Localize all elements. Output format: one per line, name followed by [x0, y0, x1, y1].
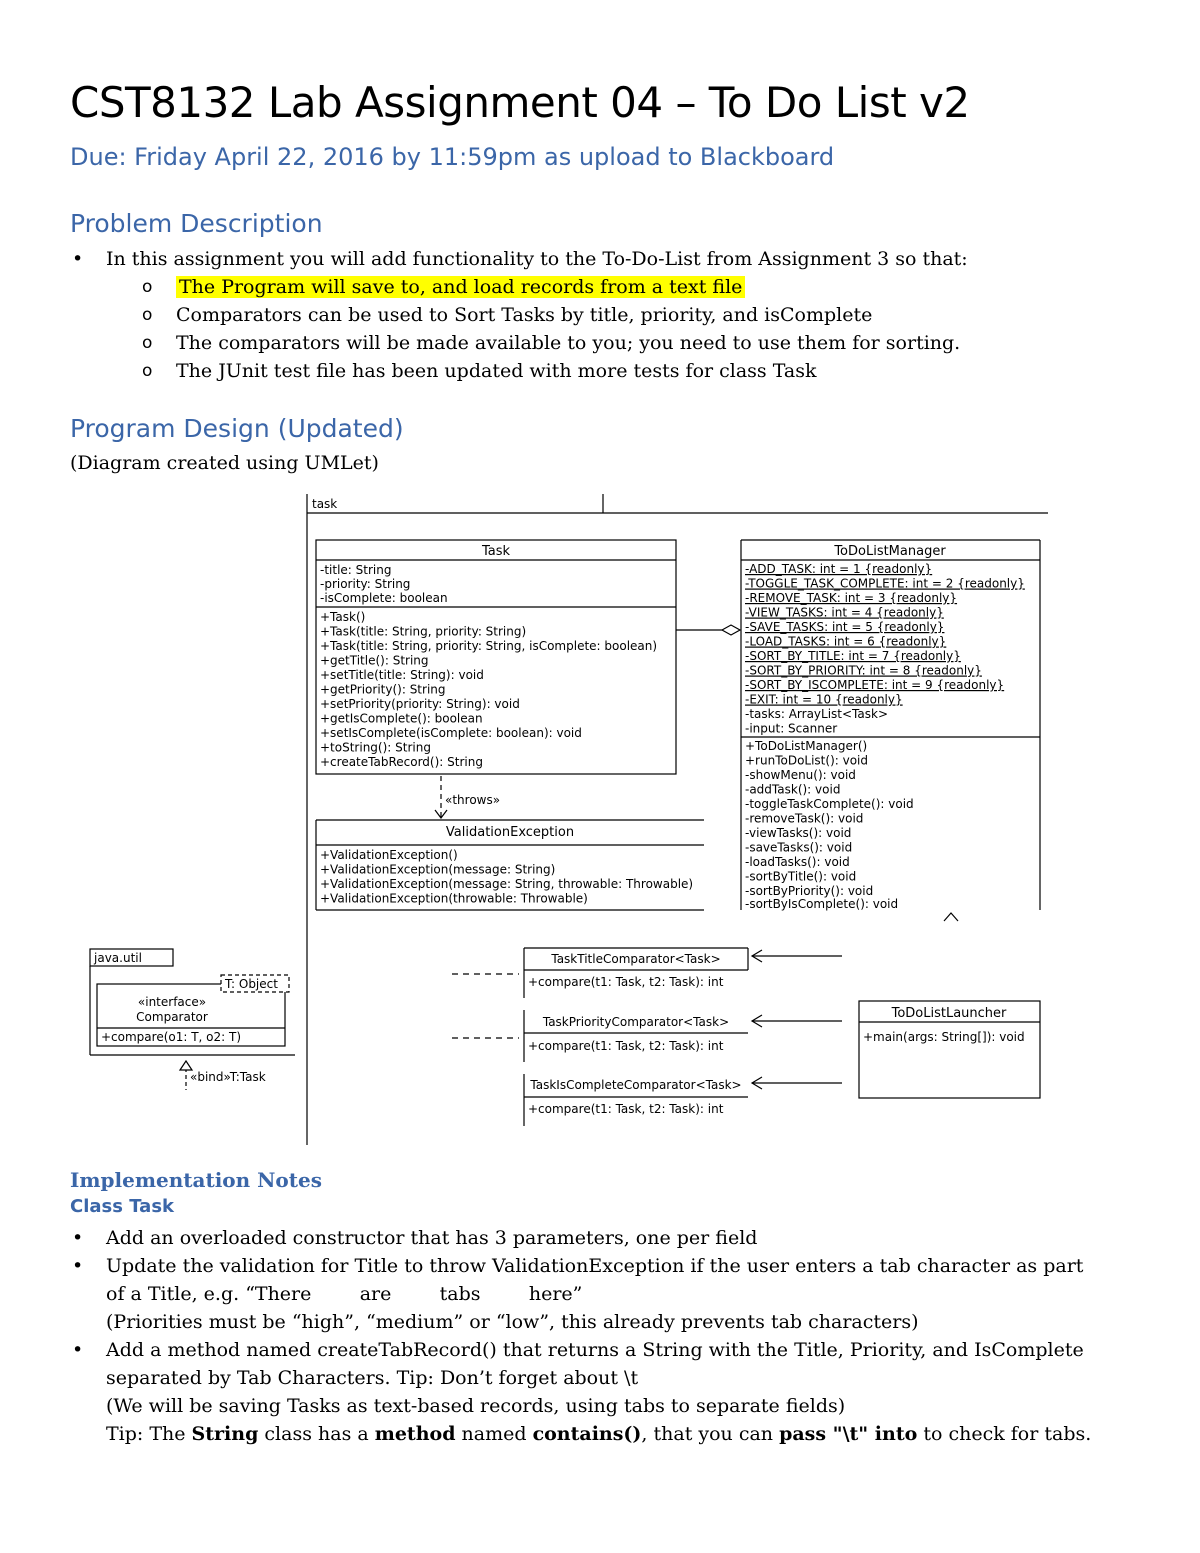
list-item-text: Comparators can be used to Sort Tasks by title, priority, and isComplete	[176, 304, 873, 326]
task-method: +Task()	[320, 610, 366, 624]
interface-method: +compare(o1: T, o2: T)	[101, 1030, 242, 1044]
manager-field: -ADD_TASK: int = 1 {readonly}	[745, 562, 933, 576]
manager-method: -viewTasks(): void	[745, 826, 852, 840]
manager-method: -toggleTaskComplete(): void	[745, 797, 914, 811]
tip-bold: method	[374, 1423, 456, 1445]
tip-text: Tip: The	[106, 1423, 192, 1445]
manager-field: -input: Scanner	[745, 721, 838, 736]
manager-field: -SORT_BY_PRIORITY: int = 8 {readonly}	[745, 663, 982, 678]
manager-field: -SORT_BY_TITLE: int = 7 {readonly}	[745, 649, 961, 663]
tip-text: to check for tabs.	[917, 1423, 1092, 1445]
task-class-name: Task	[481, 544, 511, 559]
template-param: T: Object	[225, 977, 278, 991]
list-item-text: The comparators will be made available to you; you need to use them for sorting.	[176, 332, 961, 354]
problem-intro-text: In this assignment you will add functionality to the To-Do-List from Assignment 3 so that:	[106, 248, 968, 270]
manager-class-name: ToDoListManager	[834, 544, 946, 559]
manager-method: +ToDoListManager()	[745, 739, 868, 753]
tip-line	[106, 1420, 1091, 1448]
manager-field: -EXIT: int = 10 {readonly}	[745, 692, 903, 707]
comparator-method: +compare(t1: Task, t2: Task): int	[528, 1102, 724, 1116]
exception-method: +ValidationException()	[320, 848, 458, 862]
tip-bold: contains()	[532, 1423, 642, 1445]
list-item	[70, 1252, 1091, 1336]
bind-label: «bind»T:Task	[190, 1070, 266, 1084]
problem-heading: Problem Description	[70, 209, 323, 238]
task-method: +getTitle(): String	[320, 653, 429, 668]
tip-text: class has a	[258, 1423, 375, 1445]
implementation-list	[70, 1224, 1091, 1448]
launcher-method: +main(args: String[]): void	[863, 1030, 1025, 1044]
manager-method: -sortByIsComplete(): void	[745, 897, 899, 911]
interface-stereotype: «interface»	[137, 995, 207, 1009]
task-field: -title: String	[320, 563, 392, 577]
list-item-text: (We will be saving Tasks as text-based records, using tabs to separate fields)	[106, 1395, 846, 1417]
task-method: +setIsComplete(isComplete: boolean): void	[320, 726, 582, 740]
manager-method: -sortByTitle(): void	[745, 869, 857, 884]
manager-method: +runToDoList(): void	[745, 753, 869, 768]
task-method: +toString(): String	[320, 740, 431, 755]
list-item-text: separated by Tab Characters. Tip: Don’t forget about \t	[106, 1367, 639, 1389]
due-date: Due: Friday April 22, 2016 by 11:59pm as upload to Blackboard	[70, 143, 835, 171]
class-task-subheading: Class Task	[70, 1196, 175, 1217]
task-method: +getIsComplete(): boolean	[320, 711, 483, 726]
comparator-method: +compare(t1: Task, t2: Task): int	[528, 1039, 724, 1053]
task-method: +setPriority(priority: String): void	[320, 697, 520, 711]
task-field: -priority: String	[320, 577, 411, 591]
task-field: -isComplete: boolean	[320, 591, 448, 605]
manager-method: -addTask(): void	[745, 782, 841, 797]
task-method: +getPriority(): String	[320, 682, 446, 697]
exception-method: +ValidationException(message: String)	[320, 862, 556, 877]
implementation-heading: Implementation Notes	[70, 1168, 322, 1192]
design-note: (Diagram created using UMLet)	[70, 452, 379, 474]
task-method: +Task(title: String, priority: String)	[320, 624, 527, 639]
java-util-label: java.util	[94, 951, 142, 965]
list-item-text: Add an overloaded constructor that has 3 parameters, one per field	[106, 1227, 758, 1249]
comparator-name: TaskIsCompleteComparator<Task>	[530, 1078, 742, 1092]
document-title: CST8132 Lab Assignment 04 – To Do List v2	[70, 78, 970, 127]
manager-field: -SAVE_TASKS: int = 5 {readonly}	[745, 620, 945, 634]
tip-bold: pass "\t" into	[779, 1423, 918, 1445]
launcher-class-name: ToDoListLauncher	[891, 1006, 1007, 1021]
manager-field: -LOAD_TASKS: int = 6 {readonly}	[745, 634, 947, 649]
comparator-name: TaskTitleComparator<Task>	[551, 952, 721, 966]
task-method: +Task(title: String, priority: String, isComplete: boolean)	[320, 639, 658, 653]
highlighted-text: The Program will save to, and load records from a text file	[176, 276, 745, 298]
list-item	[70, 1336, 1091, 1448]
list-item-text: (Priorities must be “high”, “medium” or “low”, this already prevents tab characters)	[106, 1311, 919, 1333]
comparator-name: TaskPriorityComparator<Task>	[542, 1015, 730, 1029]
interface-name: Comparator	[136, 1010, 208, 1024]
manager-method: -showMenu(): void	[745, 768, 856, 782]
task-method: +createTabRecord(): String	[320, 755, 483, 769]
manager-field: -VIEW_TASKS: int = 4 {readonly}	[745, 605, 944, 620]
manager-method: -saveTasks(): void	[745, 840, 853, 855]
manager-field: -tasks: ArrayList<Task>	[745, 707, 889, 721]
tip-text: named	[455, 1423, 533, 1445]
manager-method: -removeTask(): void	[745, 811, 864, 826]
manager-field: -REMOVE_TASK: int = 3 {readonly}	[745, 591, 958, 605]
manager-method: -loadTasks(): void	[745, 855, 850, 869]
list-item-text: • Update the validation for Title to throw ValidationException if the user enters a tab character as part	[106, 1255, 1084, 1277]
design-heading: Program Design (Updated)	[70, 414, 404, 443]
list-item-text: • Add a method named createTabRecord() that returns a String with the Title, Priority, and IsComplete	[106, 1339, 1084, 1361]
exception-method: +ValidationException(throwable: Throwable)	[320, 891, 588, 906]
exception-method: +ValidationException(message: String, throwable: Throwable)	[320, 877, 694, 891]
task-method: +setTitle(title: String): void	[320, 668, 484, 682]
manager-field: -TOGGLE_TASK_COMPLETE: int = 2 {readonly}	[745, 576, 1025, 591]
comparator-method: +compare(t1: Task, t2: Task): int	[528, 975, 724, 989]
tip-bold: String	[191, 1423, 259, 1445]
throws-label: «throws»	[445, 793, 501, 807]
manager-method: -sortByPriority(): void	[745, 884, 874, 898]
manager-field: -SORT_BY_ISCOMPLETE: int = 9 {readonly}	[745, 678, 1005, 692]
tip-text: , that you can	[641, 1423, 780, 1445]
list-item-text: The JUnit test file has been updated with more tests for class Task	[176, 360, 817, 382]
exception-class-name: ValidationException	[445, 825, 575, 840]
list-item	[70, 1224, 1091, 1252]
list-item-text: of a Title, e.g. “There are tabs here”	[106, 1283, 583, 1305]
package-label: task	[312, 497, 338, 511]
